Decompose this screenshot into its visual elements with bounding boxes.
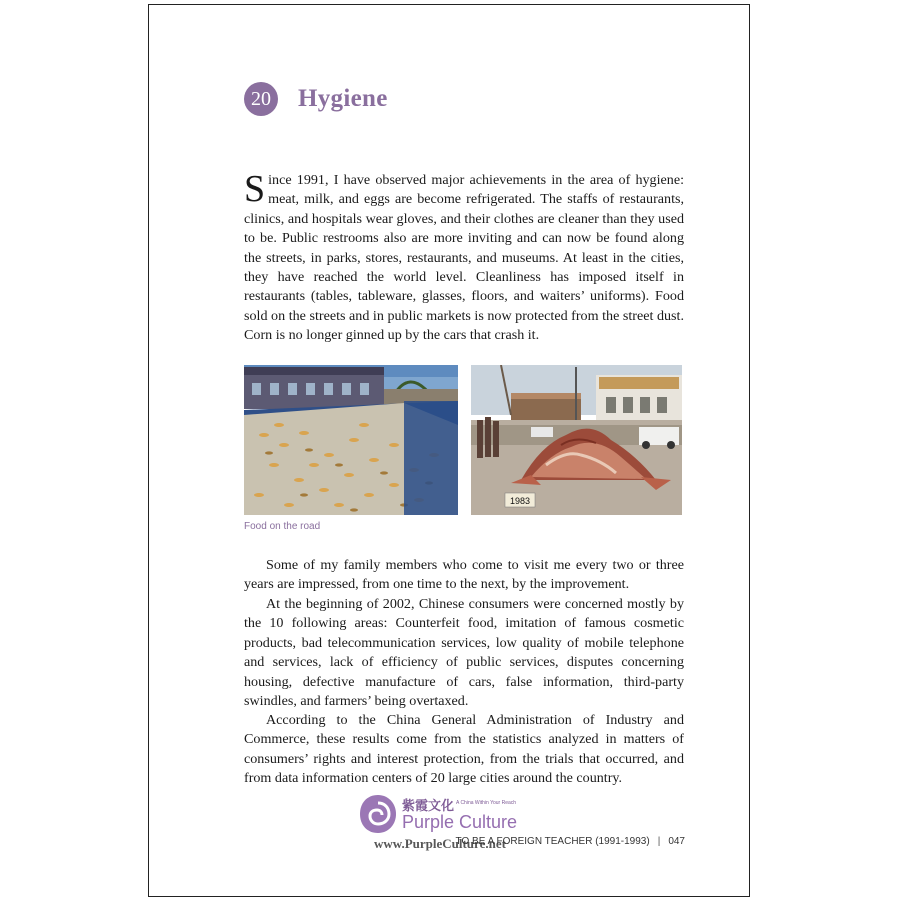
page-footer — [440, 836, 685, 847]
paragraph-4: According to the China General Administration of Industry and Commerce, these results come from the statistics analyzed in matters of consumers’ rights and interest protection, from the trials that occurred, and from data information centers of 20 large cities around the country. — [244, 712, 684, 787]
photo-date-stamp: 1983 — [509, 496, 531, 506]
purple-culture-logo-icon — [358, 793, 398, 835]
chapter-heading — [244, 82, 388, 116]
paragraph-2: Some of my family members who come to visit me every two or three years are impressed, from one time to the next, by the improvement. — [244, 557, 684, 593]
footer-separator: | — [657, 836, 661, 847]
drop-cap: S — [244, 168, 266, 210]
watermark-brand: Purple Culture — [402, 812, 518, 832]
watermark-url: www.PurpleCulture.net — [374, 836, 506, 851]
watermark-chinese: 紫霞文化 — [402, 799, 455, 814]
chapter-title: Hygiene — [298, 85, 388, 112]
running-title: TO BE A FOREIGN TEACHER (1991-1993) — [455, 836, 650, 847]
photo-meat-on-street — [471, 365, 682, 515]
paragraph-3: At the beginning of 2002, Chinese consumers were concerned mostly by the 10 following areas: Counterfeit food, imitation of famous cosmetic products, bad telecommunication services, low quality of mobile telephone and services, lack of efficiency of public services, disputes concerning housing, defective manufacture of cars, false information, third-party swindles, and farmers’ being overtaxed. — [244, 596, 684, 710]
watermark-tagline: A China Within Your Reach — [456, 800, 517, 806]
paragraph-1 — [244, 168, 684, 346]
paragraph-1-text: ince 1991, I have observed major achievements in the area of hygiene: meat, milk, and eggs are become refrigerated. The staffs of restaurants, clinics, and hospitals wear gloves, and their clothes are cleaner than they used to be. Public restrooms also are more inviting and can now be found along the streets, in parks, stores, restaurants, and museums. At least in the cities, they have reached the world level. Cleanliness has imposed itself in restaurants (tables, tableware, glasses, floors, and waiters’ uniforms). Food sold on the streets and in public markets is now protected from the street dust. Corn is no longer ginned up by the cars that crash it. — [244, 172, 684, 344]
chapter-number-badge: 20 — [244, 82, 278, 116]
photo-corn-drying — [244, 365, 458, 515]
figure-caption: Food on the road — [244, 521, 321, 532]
page-number: 047 — [668, 836, 685, 847]
